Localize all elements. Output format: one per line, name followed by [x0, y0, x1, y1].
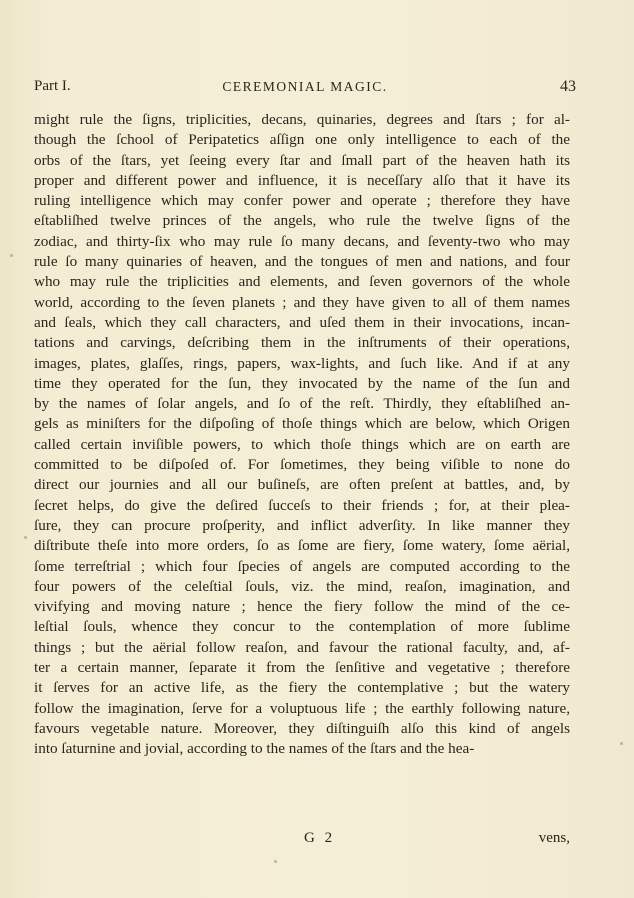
part-label: Part I.	[34, 78, 71, 94]
text-line: things ; but the aërial follow reaſon, and favour the rational faculty, and, af-	[34, 638, 570, 656]
text-line: gels as miniſters for the diſpoſing of thoſe things which are below, which Origen	[34, 415, 570, 433]
running-title: CEREMONIAL MAGIC.	[222, 79, 388, 94]
text-line: favours vegetable nature. Moreover, they diſtinguiſh alſo this kind of angels	[34, 719, 570, 737]
text-line: time they operated for the ſun, they invocated by the name of the ſun and	[34, 374, 570, 392]
paper-speck	[620, 742, 623, 745]
text-line: ſome terreſtrial ; which four ſpecies of angels are computed according to the	[34, 557, 570, 575]
text-line: rule ſo many quinaries of heaven, and the tongues of men and nations, and four	[34, 253, 570, 271]
text-line: eſtabliſhed twelve princes of the angels, who rule the twelve ſigns of the	[34, 212, 570, 230]
text-line: ſure, they can procure proſperity, and inflict adverſity. In like manner they	[34, 516, 570, 534]
text-line: into ſaturnine and jovial, according to the names of the ſtars and the hea-	[34, 740, 475, 758]
signature-mark: G 2	[304, 830, 336, 846]
text-line: called certain inviſible powers, to which thoſe things which are on earth are	[34, 435, 570, 453]
text-line: ruling intelligence which may confer power and operate ; therefore they have	[34, 192, 570, 210]
page-footer	[34, 830, 570, 850]
text-line: orbs of the ſtars, yet ſeeing every ſtar and ſmall part of the heaven hath its	[34, 151, 570, 169]
text-line: it ſerves for an active life, as the fiery the contemplative ; but the watery	[34, 679, 570, 697]
running-header	[34, 78, 576, 98]
catchword: vens,	[538, 830, 570, 846]
text-line: ter a certain manner, ſeparate it from the ſenſitive and vegetative ; therefore	[34, 659, 570, 677]
text-line: who may rule the triplicities and elements, and ſeven governors of the whole	[34, 273, 570, 291]
text-line: committed to be diſpoſed of. For ſometimes, they being viſible to none do	[34, 456, 570, 474]
text-line: ſecret helps, do give the deſired ſucceſs to their friends ; for, at their plea-	[34, 496, 570, 514]
text-line: four powers of the celeſtial ſouls, viz. the mind, reaſon, imagination, and	[34, 577, 570, 595]
body-text	[34, 110, 570, 760]
text-line: diſtribute theſe into more orders, ſo as ſome are fiery, ſome watery, ſome aërial,	[34, 537, 570, 555]
text-line: images, plates, glaſſes, rings, papers, wax-lights, and ſuch like. And if at any	[34, 354, 570, 372]
text-line: leſtial ſouls, whence they concur to the contemplation of more ſublime	[34, 618, 570, 636]
paper-speck	[10, 254, 13, 257]
text-line: vivifying and moving nature ; hence the fiery follow the mind of the ce-	[34, 598, 570, 616]
text-line: and ſeals, which they call characters, and uſed them in their invocations, incan-	[34, 313, 570, 331]
text-line: though the ſchool of Peripatetics aſſign one only intelligence to each of the	[34, 131, 570, 149]
text-line: follow the imagination, ſerve for a voluptuous life ; the earthly following nature,	[34, 699, 570, 717]
paper-speck	[274, 860, 277, 863]
text-line: direct our journies and all our buſineſs, are often preſent at battles, and, by	[34, 476, 570, 494]
paper-speck	[24, 536, 27, 539]
text-line: might rule the ſigns, triplicities, decans, quinaries, degrees and ſtars ; for al-	[34, 111, 570, 128]
text-line: tations and carvings, deſcribing them in the inſtruments of their operations,	[34, 334, 570, 352]
text-line: zodiac, and thirty-ſix who may rule ſo many decans, and ſeventy-two who may	[34, 232, 570, 250]
text-line: by the names of ſolar angels, and ſo of the reſt. Thirdly, they eſtabliſhed an-	[34, 395, 570, 413]
page-number: 43	[560, 78, 576, 95]
text-line: proper and different power and influence, it is neceſſary alſo that it have its	[34, 171, 570, 189]
text-line: world, according to the ſeven planets ; and they have given to all of them names	[34, 293, 570, 311]
